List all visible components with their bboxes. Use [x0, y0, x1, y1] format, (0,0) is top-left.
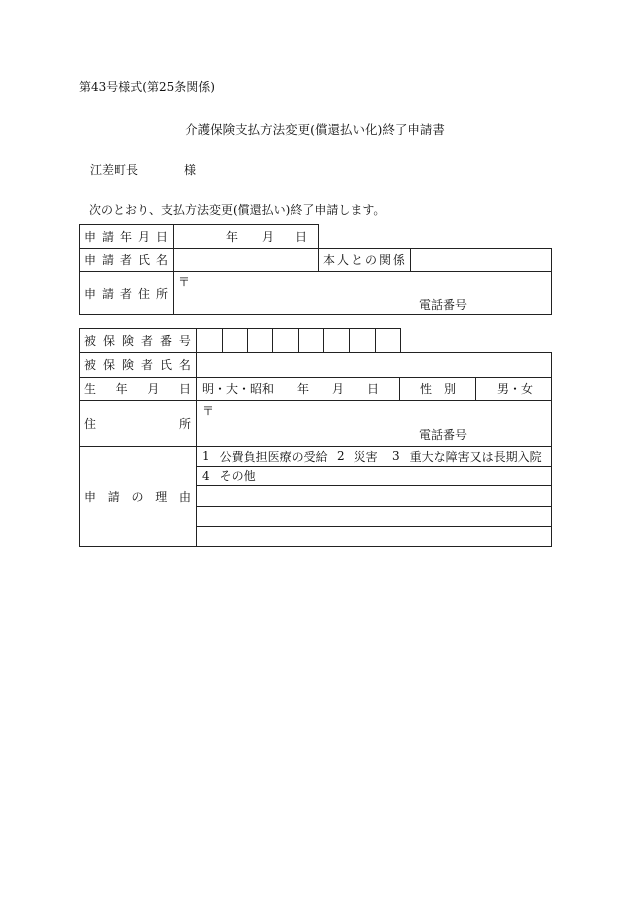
birth-unit-year: 年	[297, 382, 310, 396]
page-title: 介護保険支払方法変更(償還払い化)終了申請書	[185, 122, 445, 137]
insured-name-label: 被 保 険 者 氏 名	[84, 358, 191, 372]
applicant-address-label: 申 請 者 住 所	[84, 286, 168, 301]
insured-postal-mark: 〒	[202, 404, 215, 418]
insured-phone-label: 電話番号	[419, 428, 468, 442]
applicant-name-field[interactable]	[174, 249, 318, 271]
insured-address-field[interactable]	[197, 401, 551, 446]
application-date-field[interactable]	[174, 225, 318, 248]
insured-name-field[interactable]	[197, 353, 551, 377]
reason-label: 申 請 の 理 由	[84, 490, 191, 504]
form-number: 第43号様式(第25条関係)	[79, 80, 215, 94]
birth-unit-day: 日	[367, 382, 380, 396]
relation-label: 本 人 と の 関 係	[323, 253, 405, 267]
reason-option-4[interactable]: 4 その他	[202, 468, 256, 483]
applicant-address-field[interactable]	[174, 272, 551, 314]
applicant-name-label: 申 請 者 氏 名	[84, 253, 168, 267]
insured-number-field[interactable]	[197, 329, 400, 352]
era-options[interactable]: 明・大・昭和	[202, 382, 275, 396]
date-unit-day: 日	[295, 230, 308, 244]
postal-mark: 〒	[178, 275, 191, 289]
reason-detail-line-3[interactable]	[197, 527, 551, 546]
reason-option-3[interactable]: 3 重大な障害又は長期入院	[392, 449, 542, 464]
date-unit-year: 年	[226, 230, 239, 244]
reason-detail-line-2[interactable]	[197, 507, 551, 526]
birth-unit-month: 月	[332, 382, 345, 396]
reason-detail-line-1[interactable]	[197, 486, 551, 506]
application-date-label: 申 請 年 月 日	[84, 230, 168, 244]
birth-date-label: 生 年 月 日	[84, 382, 191, 396]
phone-label: 電話番号	[419, 298, 468, 312]
reason-option-1[interactable]: 1 公費負担医療の受給	[202, 449, 328, 464]
sex-label: 性 別	[420, 382, 456, 396]
addressee-suffix: 様	[184, 163, 197, 177]
insured-number-label: 被 保 険 者 番 号	[84, 334, 191, 348]
sex-options[interactable]: 男・女	[497, 382, 534, 396]
intro-text: 次のとおり、支払方法変更(償還払い)終了申請します。	[89, 203, 386, 217]
addressee-name: 江差町長	[90, 163, 139, 177]
insured-address-label: 住 所	[84, 416, 191, 431]
relation-field[interactable]	[411, 249, 551, 271]
reason-option-2[interactable]: 2 災害	[337, 449, 378, 464]
date-unit-month: 月	[262, 230, 275, 244]
